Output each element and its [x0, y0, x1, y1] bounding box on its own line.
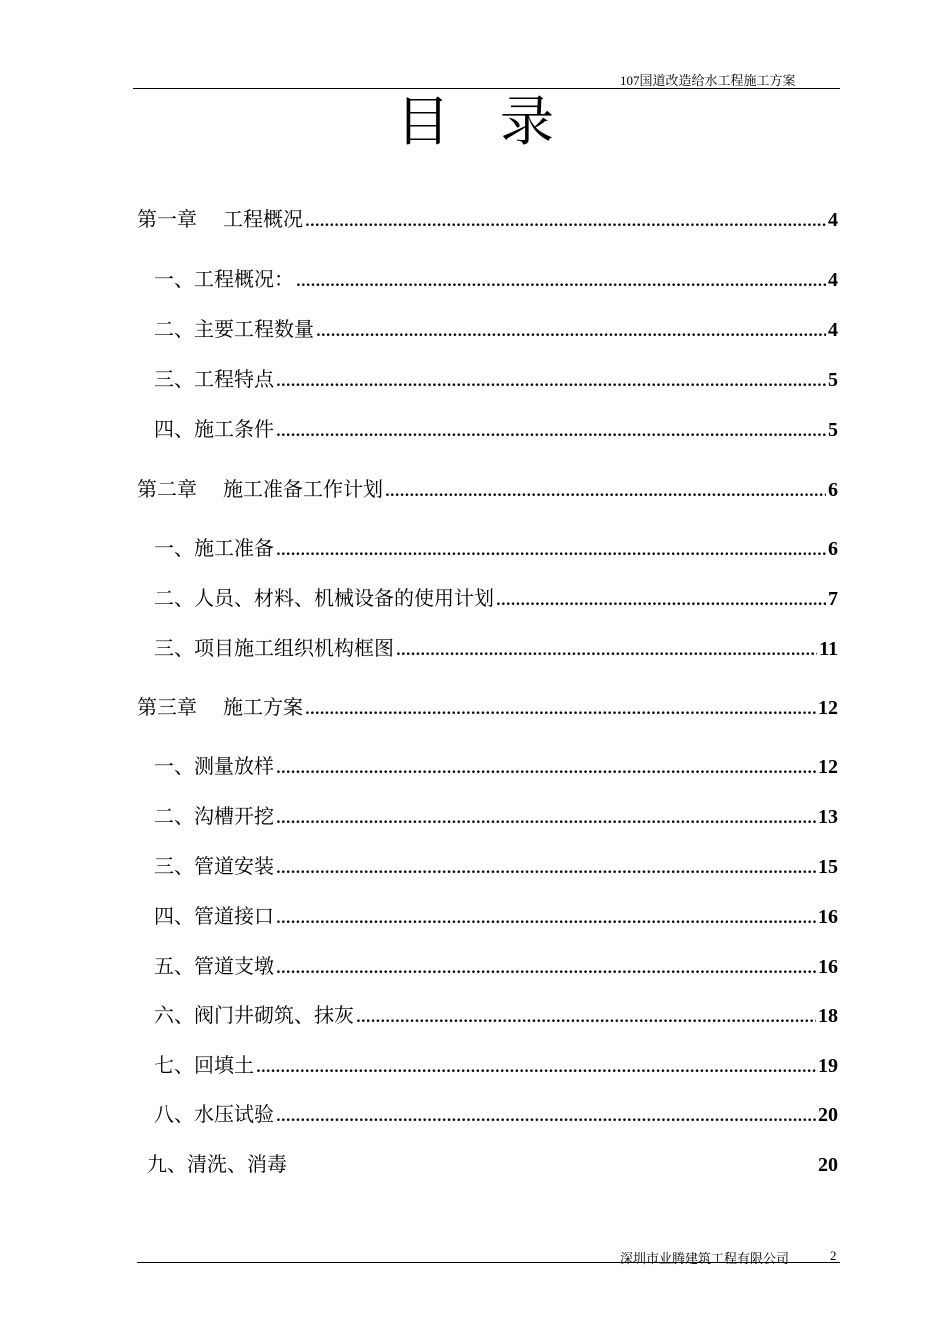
toc-entry[interactable] [154, 853, 838, 879]
toc-entry[interactable] [154, 753, 838, 779]
toc-page-number: 20 [818, 1104, 838, 1126]
toc-chapter-1[interactable] [137, 206, 838, 232]
toc-entry-title: 施工准备工作计划 [223, 477, 383, 501]
toc-entry[interactable] [154, 266, 838, 292]
toc-leader-dots [496, 588, 826, 614]
toc-entry-title: 二、人员、材料、机械设备的使用计划 [154, 586, 494, 610]
toc-entry[interactable] [154, 803, 838, 829]
toc-page-number: 6 [828, 479, 838, 501]
toc-entry-title: 五、管道支墩 [154, 954, 274, 978]
toc-entry[interactable] [154, 1002, 838, 1028]
toc-leader-dots [305, 209, 826, 235]
footer-page-number: 2 [830, 1248, 837, 1263]
toc-entry-title: 一、测量放样 [154, 754, 274, 778]
toc-page-number: 13 [818, 806, 838, 828]
toc-chapter-2[interactable] [137, 476, 838, 502]
toc-entry[interactable] [154, 535, 838, 561]
toc-page-number: 15 [818, 856, 838, 878]
toc-leader-dots [276, 369, 826, 395]
toc-entry-title: 三、项目施工组织机构框图 [154, 636, 394, 660]
toc-leader-dots [385, 479, 826, 505]
toc-entry-title: 三、工程特点 [154, 367, 274, 391]
toc-page-number: 4 [828, 269, 838, 291]
toc-entry[interactable] [154, 1052, 838, 1078]
toc-entry[interactable] [154, 635, 838, 661]
toc-page-number: 20 [818, 1154, 838, 1176]
toc-entry[interactable] [154, 903, 838, 929]
page-title: 目录 [396, 90, 604, 153]
toc-entry-title: 七、回填土 [154, 1053, 254, 1077]
toc-page-number: 6 [828, 538, 838, 560]
toc-page-number: 18 [818, 1005, 838, 1027]
toc-entry-title: 工程概况 [223, 207, 303, 231]
toc-leader-dots [296, 269, 826, 295]
toc-entry-title: 三、管道安装 [154, 854, 274, 878]
toc-page-number: 4 [828, 209, 838, 231]
toc-entry-title: 四、管道接口 [154, 904, 274, 928]
toc-page-number: 19 [818, 1055, 838, 1077]
toc-leader-dots [276, 756, 816, 782]
toc-leader-dots [276, 1104, 816, 1130]
toc-page-number: 11 [819, 638, 838, 660]
toc-page-number: 16 [818, 906, 838, 928]
toc-chapter-number: 第一章 [137, 207, 197, 231]
footer-company: 深圳市业腾建筑工程有限公司 [620, 1251, 790, 1266]
toc-chapter-3[interactable] [137, 694, 838, 720]
toc-entry[interactable] [147, 1151, 838, 1177]
toc-leader-dots [276, 806, 816, 832]
toc-page-number: 16 [818, 956, 838, 978]
toc-entry[interactable] [154, 585, 838, 611]
toc-entry[interactable] [154, 366, 838, 392]
toc-leader-dots [276, 419, 826, 445]
toc-entry-title: 一、工程概况： [154, 267, 294, 291]
toc-entry-title: 九、清洗、消毒 [147, 1152, 287, 1176]
toc-entry[interactable] [154, 316, 838, 342]
toc-page-number: 4 [828, 319, 838, 341]
toc-leader-dots [276, 856, 816, 882]
toc-entry[interactable] [154, 1101, 838, 1127]
toc-page-number: 5 [828, 419, 838, 441]
toc-leader-dots [256, 1055, 816, 1081]
toc-entry[interactable] [154, 953, 838, 979]
toc-entry-title: 四、施工条件 [154, 417, 274, 441]
toc-page-number: 12 [818, 756, 838, 778]
toc-entry-title: 六、阀门井砌筑、抹灰 [154, 1003, 354, 1027]
toc-leader-dots [305, 697, 816, 723]
toc-chapter-number: 第二章 [137, 477, 197, 501]
toc-page-number: 7 [828, 588, 838, 610]
toc-leader-dots [356, 1005, 816, 1031]
toc-leader-dots [276, 956, 816, 982]
footer-rule [137, 1262, 840, 1263]
toc-chapter-number: 第三章 [137, 695, 197, 719]
header-title: 107国道改造给水工程施工方案 [620, 73, 796, 88]
toc-page-number: 12 [818, 697, 838, 719]
toc-leader-dots [276, 538, 826, 564]
toc-leader-dots [396, 638, 817, 664]
toc-entry-title: 一、施工准备 [154, 536, 274, 560]
toc-page-number: 5 [828, 369, 838, 391]
toc-entry-title: 二、主要工程数量 [154, 317, 314, 341]
toc-leader-dots [316, 319, 826, 345]
toc-leader-dots [276, 906, 816, 932]
toc-entry[interactable] [154, 416, 838, 442]
toc-entry-title: 施工方案 [223, 695, 303, 719]
toc-entry-title: 二、沟槽开挖 [154, 804, 274, 828]
toc-entry-title: 八、水压试验 [154, 1102, 274, 1126]
